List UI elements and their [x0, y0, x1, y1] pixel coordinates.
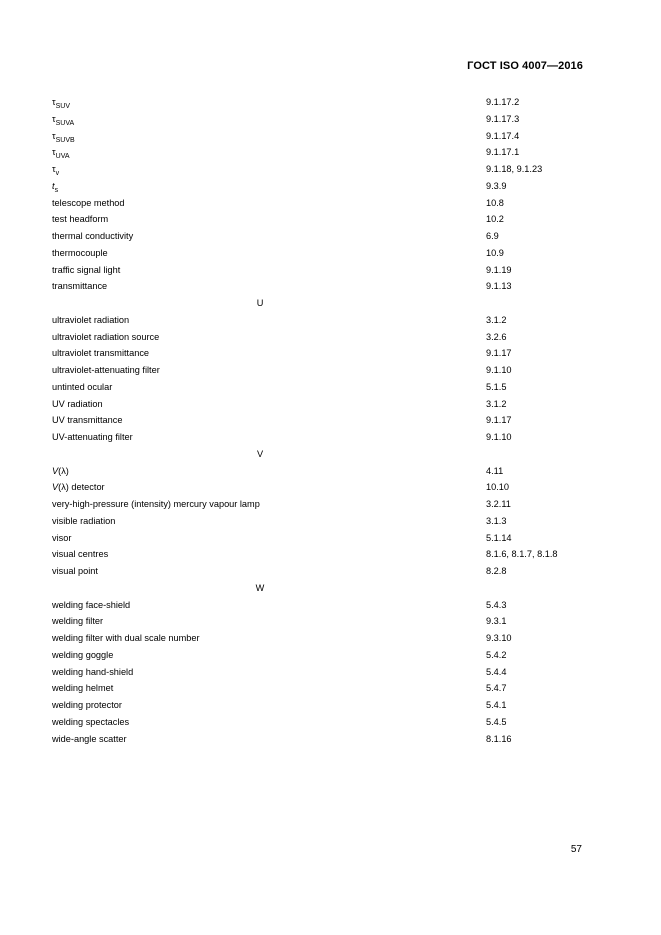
index-entry [52, 429, 587, 446]
symbol-lambda: (λ) [58, 482, 69, 493]
index-term: UV radiation [52, 398, 103, 409]
index-term: transmittance [52, 281, 108, 292]
term-rest: detector [68, 482, 105, 493]
index-term: welding filter [52, 616, 104, 627]
index-entry [52, 345, 587, 362]
symbol-main: τ [52, 130, 56, 141]
index-reference: 10.2 [486, 214, 504, 225]
index-entry [52, 463, 587, 480]
index-reference: 6.9 [486, 231, 499, 241]
index-entry [52, 161, 587, 178]
index-reference: 5.4.5 [486, 716, 507, 727]
index-entry [52, 546, 587, 563]
index-reference: 8.1.6, 8.1.7, 8.1.8 [486, 549, 558, 560]
index-entry [52, 613, 587, 630]
index-entry [52, 128, 587, 145]
index-entry [52, 563, 587, 580]
symbol-subscript: UVA [55, 153, 70, 161]
index-term: traffic signal light [52, 264, 121, 275]
index-entry [52, 278, 587, 295]
index-reference: 9.1.10 [486, 365, 512, 375]
index-reference: 8.1.16 [486, 733, 512, 744]
section-letter-w: W [255, 582, 265, 593]
index-entry [52, 245, 587, 262]
index-entry [52, 647, 587, 664]
index-term: ultraviolet-attenuating filter [52, 365, 160, 375]
index-term: visual point [52, 566, 98, 576]
index-reference: 9.1.10 [486, 432, 512, 442]
index-reference: 9.1.18, 9.1.23 [486, 164, 543, 174]
index-term: visible radiation [52, 515, 116, 526]
index-term: UV transmittance [52, 415, 123, 426]
index-entry [52, 379, 587, 396]
index-term: visual centres [52, 549, 109, 560]
index-reference: 3.2.11 [486, 499, 511, 509]
symbol-subscript: s [54, 186, 59, 194]
index-term: thermocouple [52, 247, 108, 258]
index-reference: 9.1.13 [486, 281, 512, 292]
index-entry [52, 530, 587, 547]
index-term: test headform [52, 214, 109, 225]
alphabetical-index [52, 94, 587, 747]
symbol-main: τ [52, 164, 56, 174]
index-term: ultraviolet transmittance [52, 348, 150, 359]
index-reference: 9.1.17 [486, 415, 512, 426]
index-entry [52, 680, 587, 697]
index-term: welding filter with dual scale number [52, 633, 200, 643]
index-reference: 9.1.17.4 [486, 130, 520, 141]
index-reference: 5.4.3 [486, 599, 507, 610]
symbol-lambda: (λ) [58, 465, 69, 476]
index-term: ultraviolet radiation [52, 314, 130, 325]
index-entry [52, 697, 587, 714]
index-entry [52, 211, 587, 228]
symbol-main: τ [52, 97, 56, 107]
section-letter-u: U [256, 298, 264, 308]
index-reference: 9.1.17 [486, 348, 512, 359]
index-reference: 10.8 [486, 197, 504, 208]
index-entry [52, 362, 587, 379]
symbol-subscript: SUVA [55, 119, 75, 127]
index-reference: 9.3.9 [486, 180, 507, 191]
symbol-subscript: v [55, 170, 60, 177]
index-reference: 3.1.2 [486, 398, 507, 409]
symbol-main: τ [52, 147, 56, 158]
index-reference: 9.1.17.1 [486, 147, 520, 158]
index-entry [52, 262, 587, 279]
index-entry [52, 731, 587, 748]
index-term: welding goggle [52, 649, 114, 660]
index-term [52, 479, 105, 496]
index-reference: 5.4.4 [486, 666, 507, 677]
index-term: welding helmet [52, 683, 114, 694]
index-reference: 3.2.6 [486, 331, 507, 342]
index-reference: 5.4.7 [486, 683, 507, 694]
index-reference: 3.1.3 [486, 515, 507, 526]
index-entry [52, 412, 587, 429]
index-entry [52, 597, 587, 614]
index-term: ultraviolet radiation source [52, 331, 160, 342]
index-entry [52, 496, 587, 513]
index-entry [52, 228, 587, 245]
index-reference: 5.1.14 [486, 532, 512, 543]
index-term: welding face-shield [52, 599, 131, 610]
index-reference: 9.1.17.3 [486, 113, 520, 124]
index-entry [52, 630, 587, 647]
index-term: welding protector [52, 700, 122, 710]
index-term: UV-attenuating filter [52, 432, 133, 442]
index-term [52, 463, 69, 480]
index-reference: 10.9 [486, 247, 504, 258]
index-reference: 9.1.19 [486, 264, 512, 275]
index-entry [52, 178, 587, 195]
index-term: very-high-pressure (intensity) mercury vapour lamp [52, 499, 260, 509]
index-entry [52, 144, 587, 161]
index-term: telescope method [52, 197, 125, 208]
index-term: thermal conductivity [52, 231, 134, 241]
symbol-main: V [52, 482, 59, 493]
symbol-subscript: SUVB [55, 136, 75, 144]
index-reference: 9.3.1 [486, 616, 507, 627]
index-term: untinted ocular [52, 381, 113, 392]
index-term: wide-angle scatter [52, 733, 127, 744]
index-term: welding hand-shield [52, 666, 134, 677]
index-entry [52, 312, 587, 329]
index-entry [52, 111, 587, 128]
section-letter-v: V [256, 448, 264, 459]
index-reference: 10.10 [486, 482, 509, 493]
symbol-subscript: SUV [55, 103, 71, 110]
index-reference: 5.4.2 [486, 649, 507, 660]
index-entry [52, 479, 587, 496]
symbol-main: τ [52, 113, 56, 124]
index-entry [52, 329, 587, 346]
index-term: visor [52, 532, 72, 543]
index-reference: 5.4.1 [486, 700, 507, 710]
document-standard-header: ГОСТ ISO 4007—2016 [467, 60, 583, 72]
index-entry [52, 513, 587, 530]
index-entry [52, 664, 587, 681]
index-reference: 8.2.8 [486, 566, 507, 576]
index-reference: 4.11 [486, 465, 504, 476]
index-entry [52, 195, 587, 212]
index-entry [52, 94, 587, 111]
index-reference: 3.1.2 [486, 314, 507, 325]
index-term: welding spectacles [52, 716, 130, 727]
index-entry [52, 396, 587, 413]
index-entry [52, 714, 587, 731]
symbol-main: t [52, 180, 55, 191]
index-reference: 5.1.5 [486, 381, 507, 392]
page-number: 57 [570, 844, 582, 855]
index-reference: 9.3.10 [486, 633, 512, 643]
symbol-main: V [52, 465, 59, 476]
index-reference: 9.1.17.2 [486, 97, 520, 107]
